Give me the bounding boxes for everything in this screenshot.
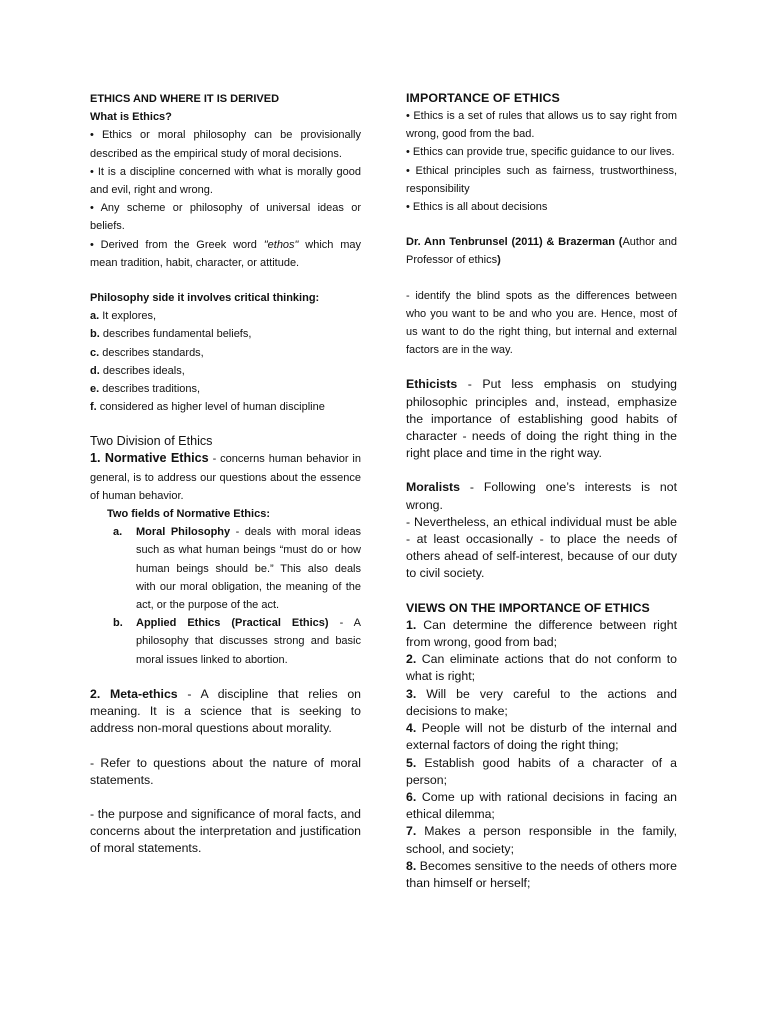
item-text: describes ideals,	[99, 364, 185, 377]
bullet-item: • It is a discipline concerned with what is morally good and evil, right and wrong.	[90, 165, 361, 197]
item-text: Makes a person responsible in the family, school, and society;	[406, 824, 677, 856]
bullet-text: which may mean tradition, habit, character, or attitude.	[90, 238, 361, 269]
item-letter: a.	[90, 310, 100, 323]
item-letter: b.	[113, 617, 123, 630]
list-item	[90, 344, 361, 362]
meta-ethics-paragraph	[90, 686, 361, 738]
moralists-label: Moralists	[406, 480, 460, 495]
ethos-term: "ethos"	[263, 238, 299, 251]
item-text: Come up with rational decisions in facing an ethical dilemma;	[406, 789, 677, 822]
list-item	[90, 380, 361, 398]
left-column	[90, 90, 361, 858]
item-number: 7.	[406, 824, 417, 839]
authors-close: )	[497, 254, 501, 267]
item-letter: a.	[113, 526, 123, 539]
authors-names: Dr. Ann Tenbrunsel (2011) & Brazerman (	[406, 236, 623, 249]
item-number: 2.	[406, 652, 417, 667]
item-text: Can determine the difference between right from wrong, good from bad;	[406, 617, 677, 650]
list-item	[406, 789, 677, 823]
importance-heading-text: IMPORTANCE OF ETHICS	[406, 91, 560, 105]
what-is-ethics-heading: What is Ethics?	[90, 111, 172, 124]
meta-ethics-refer: - Refer to questions about the nature of moral statements.	[90, 755, 361, 787]
list-item	[406, 651, 677, 685]
list-item	[90, 523, 361, 614]
item-number: 5.	[406, 755, 417, 770]
bullet-item: • Ethics or moral philosophy can be provisionally described as the empirical study of moral decisions.	[90, 129, 361, 160]
importance-heading	[406, 90, 677, 107]
ethicists-label: Ethicists	[406, 377, 458, 392]
item-letter: b.	[90, 328, 100, 341]
bullet-item	[90, 236, 361, 272]
item-number: 8.	[406, 858, 417, 873]
moralists-paragraph	[406, 479, 677, 513]
list-item	[90, 362, 361, 380]
list-item	[90, 614, 361, 669]
moralists-more: - Nevertheless, an ethical individual must be able - at least occasionally - to place the needs of others ahead of self-interest, because of our duty to civil society.	[406, 514, 677, 581]
item-text: Will be very careful to the actions and decisions to make;	[406, 686, 677, 718]
item-text: considered as higher level of human discipline	[96, 401, 325, 414]
authors-line	[406, 233, 677, 269]
list-item	[406, 858, 677, 892]
field-text: - A philosophy that discusses strong and basic moral issues linked to abortion.	[136, 617, 361, 666]
two-fields-heading: Two fields of Normative Ethics:	[107, 508, 270, 521]
bullet-item: • Any scheme or philosophy of universal ideas or beliefs.	[90, 202, 361, 233]
bullet-text: • Derived from the Greek word	[90, 238, 264, 251]
bullet-item: • Ethics is a set of rules that allows us to say right from wrong, good from the bad.	[406, 110, 677, 141]
list-item	[90, 307, 361, 325]
meta-ethics-label: 2. Meta-ethics	[90, 686, 178, 701]
meta-ethics-text: - A discipline that relies on meaning. It is a science that is seeking to address non-moral questions about morality.	[90, 686, 361, 736]
item-text: describes fundamental beliefs,	[99, 328, 252, 341]
item-text: It explores,	[99, 310, 157, 323]
item-letter: e.	[90, 383, 100, 396]
item-text: describes traditions,	[99, 383, 201, 396]
right-column	[406, 90, 677, 892]
ethicists-text: - Put less emphasis on studying philosophic principles and, instead, emphasize the importance of establishing good habits of character - needs of doing the right thing in the right place and time in the right way.	[406, 377, 677, 461]
list-item	[90, 398, 361, 416]
bullet-item: • Ethics is all about decisions	[406, 201, 548, 214]
item-number: 3.	[406, 686, 417, 701]
list-item	[406, 686, 677, 720]
section-title: ETHICS AND WHERE IT IS DERIVED	[90, 93, 280, 105]
fields-list	[90, 523, 361, 669]
normative-ethics-label: 1. Normative Ethics	[90, 451, 209, 466]
ethicists-paragraph	[406, 376, 677, 462]
meta-ethics-purpose: - the purpose and significance of moral facts, and concerns about the interpretation and justification of moral statements.	[90, 806, 361, 856]
philosophy-heading: Philosophy side it involves critical thinking:	[90, 292, 320, 305]
list-item	[90, 325, 361, 343]
normative-ethics-text: - concerns human behavior in general, is to address our questions about the essence of human behavior.	[90, 453, 361, 502]
views-heading: VIEWS ON THE IMPORTANCE OF ETHICS	[406, 600, 650, 615]
item-letter: d.	[90, 364, 100, 377]
item-text: Can eliminate actions that do not conform to what is right;	[406, 652, 677, 684]
field-label: Applied Ethics (Practical Ethics)	[136, 617, 329, 630]
item-letter: f.	[90, 401, 97, 414]
item-text: Establish good habits of a character of a person;	[406, 755, 677, 787]
item-number: 6.	[406, 789, 417, 804]
bullet-item: • Ethical principles such as fairness, trustworthiness, responsibility	[406, 164, 677, 195]
item-number: 1.	[406, 617, 417, 632]
field-text: - deals with moral ideas such as what human beings “must do or how human beings should be.” This also deals with our moral obligation, the meaning of the act, or the purpose of the act.	[136, 526, 361, 612]
blind-spots-text: - identify the blind spots as the differences between who you want to be and who you are. Hence, most of us want to do the right thing, but internal and external factors are in the way.	[406, 289, 677, 357]
list-item	[406, 755, 677, 789]
authors-role: Author and Professor of ethics	[406, 236, 677, 267]
item-text: Becomes sensitive to the needs of others more than himself or herself;	[406, 858, 677, 890]
field-label: Moral Philosophy	[136, 526, 231, 539]
list-item	[406, 823, 677, 857]
bullet-item: • Ethics can provide true, specific guidance to our lives.	[406, 146, 675, 159]
list-item	[406, 720, 677, 754]
moralists-text: - Following one’s interests is not wrong.	[406, 480, 677, 512]
division-heading: Two Division of Ethics	[90, 434, 213, 449]
list-item	[406, 617, 677, 651]
normative-ethics-paragraph	[90, 450, 361, 505]
item-text: describes standards,	[99, 346, 204, 359]
item-text: People will not be disturb of the internal and external factors of doing the right thing;	[406, 721, 677, 753]
item-number: 4.	[406, 721, 417, 736]
item-letter: c.	[90, 346, 100, 359]
